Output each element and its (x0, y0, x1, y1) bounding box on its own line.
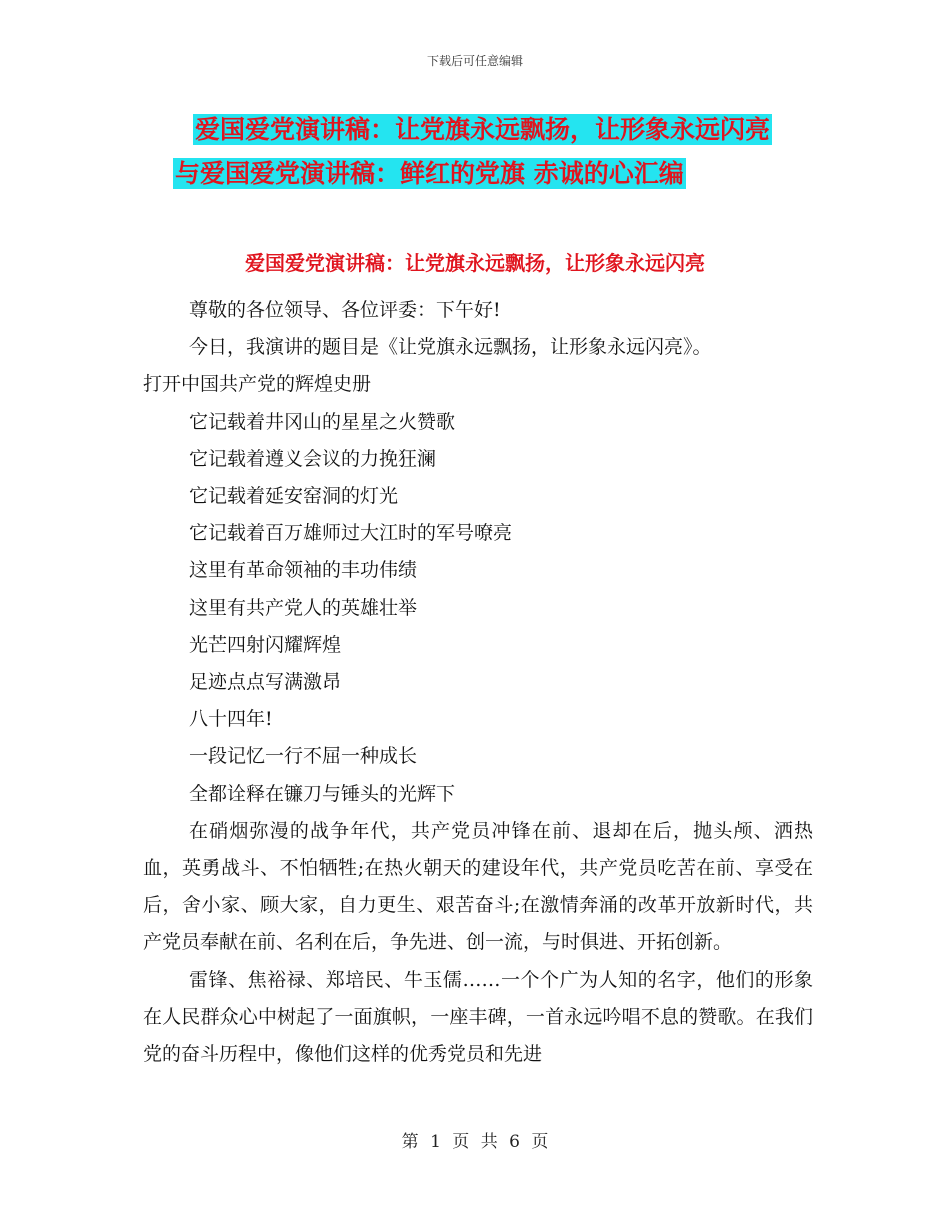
main-title-line-1 (0, 112, 950, 148)
paragraph: 足迹点点写满激昂 (189, 671, 342, 694)
page-header-note: 下载后可任意编辑 (426, 54, 523, 68)
page-footer: 第 1 页 共 6 页 (401, 1132, 549, 1152)
speech-body (143, 292, 813, 1073)
paragraph: 它记载着延安窑洞的灯光 (189, 485, 399, 508)
paragraph: 它记载着井冈山的星星之火赞歌 (189, 410, 456, 433)
paragraph: 全都诠释在镰刀与锤头的光辉下 (189, 782, 456, 805)
section-title: 爱国爱党演讲稿：让党旗永远飘扬，让形象永远闪亮 (245, 251, 705, 275)
paragraph: 雷锋、焦裕禄、郑培民、牛玉儒……一个个广为人知的名字，他们的形象在人民群众心中树起了一面旗帜，一座丰碑，一首永远吟唱不息的赞歌。在我们党的奋斗历程中，像他们这样的优秀党员和先进 (143, 968, 813, 1066)
paragraph: 光芒四射闪耀辉煌 (189, 633, 342, 656)
main-title-line-2 (0, 156, 950, 192)
main-title-line-2-text: 与爱国爱党演讲稿：鲜红的党旗 赤诚的心汇编 (175, 159, 684, 188)
paragraph: 一段记忆一行不屈一种成长 (189, 745, 418, 768)
paragraph: 尊敬的各位领导、各位评委：下午好! (189, 299, 501, 321)
paragraph: 今日，我演讲的题目是《让党旗永远飘扬，让形象永远闪亮》。 (189, 336, 712, 359)
paragraph: 这里有革命领袖的丰功伟绩 (189, 559, 418, 582)
paragraph: 这里有共产党人的英雄壮举 (189, 596, 418, 619)
paragraph: 八十四年! (189, 708, 273, 731)
paragraph: 打开中国共产党的辉煌史册 (143, 373, 372, 396)
paragraph: 它记载着百万雄师过大江时的军号嘹亮 (189, 522, 513, 545)
main-title-line-1-text: 爱国爱党演讲稿：让党旗永远飘扬，让形象永远闪亮 (195, 115, 771, 144)
paragraph: 它记载着遵义会议的力挽狂澜 (189, 447, 437, 470)
paragraph: 在硝烟弥漫的战争年代，共产党员冲锋在前、退却在后，抛头颅、洒热血，英勇战斗、不怕牺牲;在热火朝天的建设年代，共产党员吃苦在前、享受在后，舍小家、顾大家，自力更生、艰苦奋斗;在激情奔涌的改革开放新时代，共产党员奉献在前、名利在后，争先进、创一流，与时俱进、开拓创新。 (143, 819, 813, 954)
